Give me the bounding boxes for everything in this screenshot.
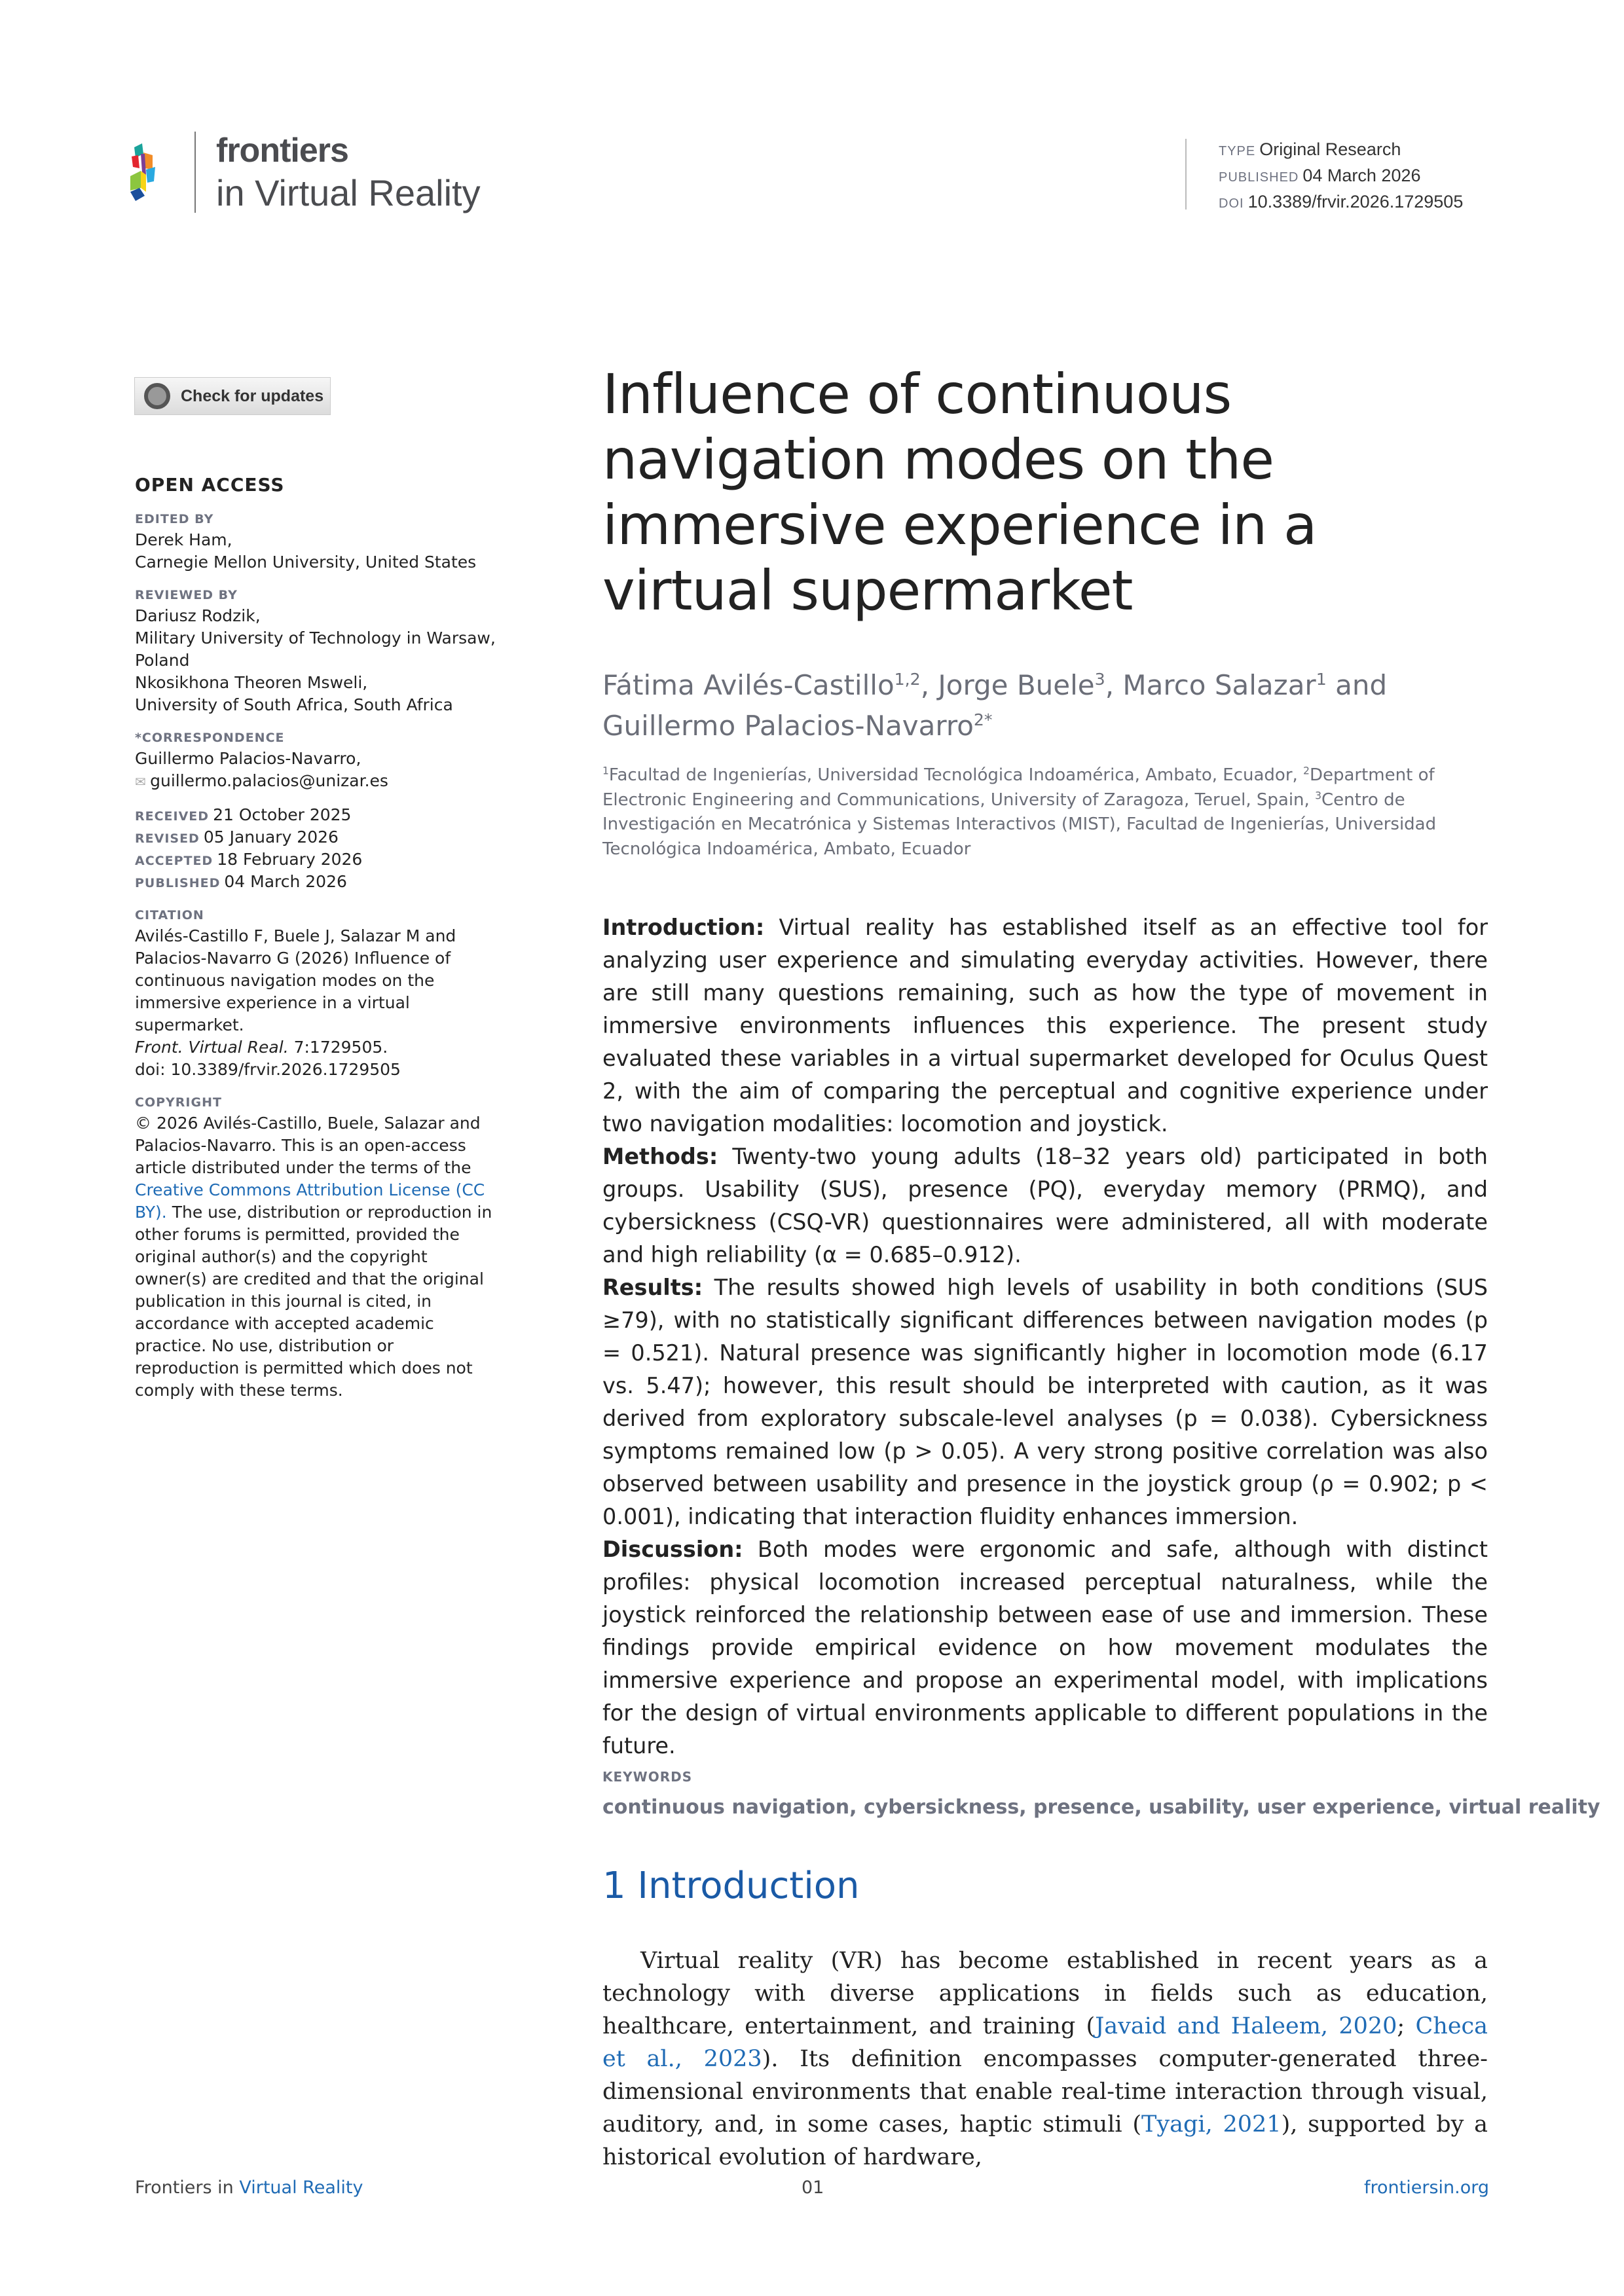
copyright-label: COPYRIGHT bbox=[135, 1095, 222, 1110]
author-sep: , bbox=[920, 669, 938, 701]
aff-sup: 3 bbox=[1315, 789, 1321, 801]
author-sup: 2* bbox=[973, 710, 993, 729]
citation-text: Avilés-Castillo F, Buele J, Salazar M and Palacios-Navarro G (2026) Influence of continuous navigation modes on the immersive experience in a virtual supermarket. bbox=[135, 926, 456, 1034]
cc-by-license-link[interactable]: Creative Commons Attribution License (CC BY). bbox=[135, 1180, 485, 1222]
open-access-heading: OPEN ACCESS bbox=[135, 474, 285, 496]
doi-label: DOI bbox=[1219, 196, 1244, 211]
editor-name: Derek Ham, bbox=[135, 530, 232, 549]
copyright bbox=[135, 1112, 502, 1402]
footer-text: Frontiers in bbox=[135, 2178, 240, 2198]
copyright-text: © 2026 Avilés-Castillo, Buele, Salazar and Palacios-Navarro. This is an open-access article distributed under the terms of the bbox=[135, 1114, 481, 1177]
intro-text: ; bbox=[1397, 2013, 1416, 2039]
author-sup: 1,2 bbox=[894, 670, 921, 689]
journal-name: in Virtual Reality bbox=[216, 172, 481, 213]
abstract-label: Methods: bbox=[602, 1144, 718, 1169]
intro-text: ), supported by a historical evolution of hardware, bbox=[602, 2111, 1488, 2170]
date-label: ACCEPTED bbox=[135, 854, 213, 868]
footer-journal bbox=[135, 2178, 363, 2198]
keywords-label: KEYWORDS bbox=[602, 1769, 693, 1785]
reviewed-by-label: REVIEWED BY bbox=[135, 588, 238, 602]
citation-label: CITATION bbox=[135, 908, 204, 922]
aff-sup: 2 bbox=[1303, 765, 1310, 777]
date-value: 21 October 2025 bbox=[213, 805, 352, 824]
author-sep: , bbox=[1105, 669, 1123, 701]
check-for-updates-button[interactable] bbox=[134, 377, 331, 415]
section-heading: 1 Introduction bbox=[602, 1865, 860, 1907]
author-name[interactable]: Guillermo Palacios-Navarro bbox=[602, 710, 974, 742]
abstract-text: Both modes were ergonomic and safe, although with distinct profiles: physical locomotion increased perceptual naturalness, while the joystick reinforced the relationship between ease of use and immersion. These findings provide empirical evidence on how movement modulates the immersive experience and propose an experimental model, with implications for the design of virtual environments applicable to different populations in the future. bbox=[602, 1537, 1488, 1758]
published-label: PUBLISHED bbox=[1219, 170, 1299, 185]
citation-journal: Front. Virtual Real. bbox=[135, 1038, 289, 1057]
aff-sup: 1 bbox=[602, 765, 609, 777]
citation-link[interactable]: Tyagi, 2021 bbox=[1141, 2111, 1282, 2138]
edited-by-label: EDITED BY bbox=[135, 512, 214, 526]
abstract-text: The results showed high levels of usability in both conditions (SUS ≥79), with no statistically significant differences between navigation modes (p = 0.521). Natural presence was significantly higher in locomotion mode (6.17 vs. 5.47); however, this result should be interpreted with caution, as it was derived from exploratory subscale-level analyses (p = 0.038). Cybersickness symptoms remained low (p > 0.05). A very strong positive correlation was also observed between usability and presence in the joystick group (ρ = 0.902; p < 0.001), indicating that interaction fluidity enhances immersion. bbox=[602, 1275, 1488, 1529]
header-divider bbox=[194, 132, 196, 213]
citation-link[interactable]: Javaid and Haleem, 2020 bbox=[1095, 2013, 1397, 2039]
type-label: TYPE bbox=[1219, 144, 1256, 158]
envelope-icon: ✉ bbox=[135, 774, 151, 790]
author-sep: and bbox=[1326, 669, 1388, 701]
keywords: continuous navigation, cybersickness, presence, usability, user experience, virtual reality bbox=[602, 1796, 1600, 1819]
article-title: Influence of continuous navigation modes on the immersive experience in a virtual supermarket bbox=[602, 362, 1317, 623]
author-name[interactable]: Fátima Avilés-Castillo bbox=[602, 669, 895, 701]
abstract-text: Virtual reality has established itself as an effective tool for analyzing user experience and simulating everyday activities. However, there are still many questions remaining, such as how the type of movement in immersive environments influences this experience. The present study evaluated these variables in a virtual supermarket developed for Oculus Quest 2, with the aim of comparing the perceptual and cognitive experience under two navigation modalities: locomotion and joystick. bbox=[602, 915, 1488, 1137]
page-number: 01 bbox=[802, 2178, 824, 2198]
date-value: 18 February 2026 bbox=[217, 850, 363, 869]
authors bbox=[602, 665, 1493, 746]
abstract-label: Discussion: bbox=[602, 1537, 743, 1562]
abstract-text: Twenty-two young adults (18–32 years old) participated in both groups. Usability (SUS), presence (PQ), everyday memory (PRMQ), and cybersickness (CSQ-VR) questionnaires were administered, all with moderate and high reliability (α = 0.685–0.912). bbox=[602, 1144, 1488, 1267]
affiliation: Department of Electronic Engineering and Communications, University of Zaragoza, Teruel, Spain, bbox=[602, 765, 1435, 810]
intro-text: ). Its definition encompasses computer-generated three-dimensional environments that enable real-time interaction through visual, auditory, and, in some cases, haptic stimuli ( bbox=[602, 2046, 1488, 2138]
author-name[interactable]: Jorge Buele bbox=[938, 669, 1095, 701]
affiliation: Centro de Investigación en Mecatrónica y Sistemas Interactivos (MIST), Facultad de Ingenierías, Universidad Tecnológica Indoamérica, Ambato, Ecuador bbox=[602, 790, 1437, 859]
correspondence-name: Guillermo Palacios-Navarro, bbox=[135, 749, 361, 768]
citation-link[interactable]: Checa et al., 2023 bbox=[602, 2013, 1488, 2072]
date-value: 04 March 2026 bbox=[224, 872, 347, 891]
check-updates-label: Check for updates bbox=[181, 386, 324, 405]
site-link[interactable]: frontiersin.org bbox=[1364, 2178, 1489, 2198]
date-label: PUBLISHED bbox=[135, 876, 221, 890]
copyright-text: The use, distribution or reproduction in other forums is permitted, provided the original author(s) and the copyright owner(s) are credited and that the original publication in this journal is cited, in accordance with accepted academic practice. No use, distribution or reproduction is permitted which does not comply with these terms. bbox=[135, 1203, 492, 1400]
abstract-label: Introduction: bbox=[602, 915, 765, 940]
doi[interactable]: 10.3389/frvir.2026.1729505 bbox=[1247, 192, 1464, 211]
meta-divider bbox=[1185, 139, 1187, 210]
reviewer-affiliation: Military University of Technology in Warsaw, Poland bbox=[135, 629, 496, 670]
brand-name: frontiers bbox=[216, 132, 348, 170]
affiliations bbox=[602, 763, 1493, 862]
article-meta bbox=[1219, 137, 1463, 216]
date-label: REVISED bbox=[135, 831, 200, 846]
correspondence-email-row bbox=[135, 770, 502, 793]
dates bbox=[135, 805, 502, 894]
intro-paragraph bbox=[602, 1944, 1488, 2174]
intro-text: Virtual reality (VR) has become established in recent years as a technology with diverse applications in fields such as education, healthcare, entertainment, and training ( bbox=[602, 1948, 1488, 2039]
affiliation: Facultad de Ingenierías, Universidad Tecnológica Indoamérica, Ambato, Ecuador, bbox=[608, 765, 1304, 785]
reviewer-name: Dariusz Rodzik, bbox=[135, 606, 261, 625]
citation-volume: 7:1729505. bbox=[288, 1038, 388, 1057]
abstract-label: Results: bbox=[602, 1275, 703, 1300]
correspondence-label: *CORRESPONDENCE bbox=[135, 731, 285, 745]
reviewer-affiliation: University of South Africa, South Africa bbox=[135, 695, 453, 714]
citation-doi: doi: 10.3389/frvir.2026.1729505 bbox=[135, 1060, 401, 1079]
footer-site bbox=[1364, 2178, 1489, 2198]
author-sup: 1 bbox=[1316, 670, 1327, 689]
correspondence-email[interactable]: guillermo.palacios@unizar.es bbox=[150, 771, 388, 790]
editor-affiliation: Carnegie Mellon University, United States bbox=[135, 553, 477, 572]
date-value: 05 January 2026 bbox=[203, 828, 339, 847]
journal-link[interactable]: Virtual Reality bbox=[239, 2178, 363, 2198]
date-label: RECEIVED bbox=[135, 809, 210, 824]
citation bbox=[135, 925, 502, 1081]
published-date: 04 March 2026 bbox=[1302, 166, 1421, 185]
frontiers-logo-icon bbox=[129, 143, 176, 201]
reviewer-name: Nkosikhona Theoren Msweli, bbox=[135, 673, 368, 692]
abstract bbox=[602, 911, 1488, 1762]
author-sup: 3 bbox=[1094, 670, 1105, 689]
sidebar bbox=[135, 474, 502, 1402]
article-type: Original Research bbox=[1259, 139, 1401, 159]
update-icon bbox=[144, 383, 170, 409]
author-name[interactable]: Marco Salazar bbox=[1122, 669, 1316, 701]
